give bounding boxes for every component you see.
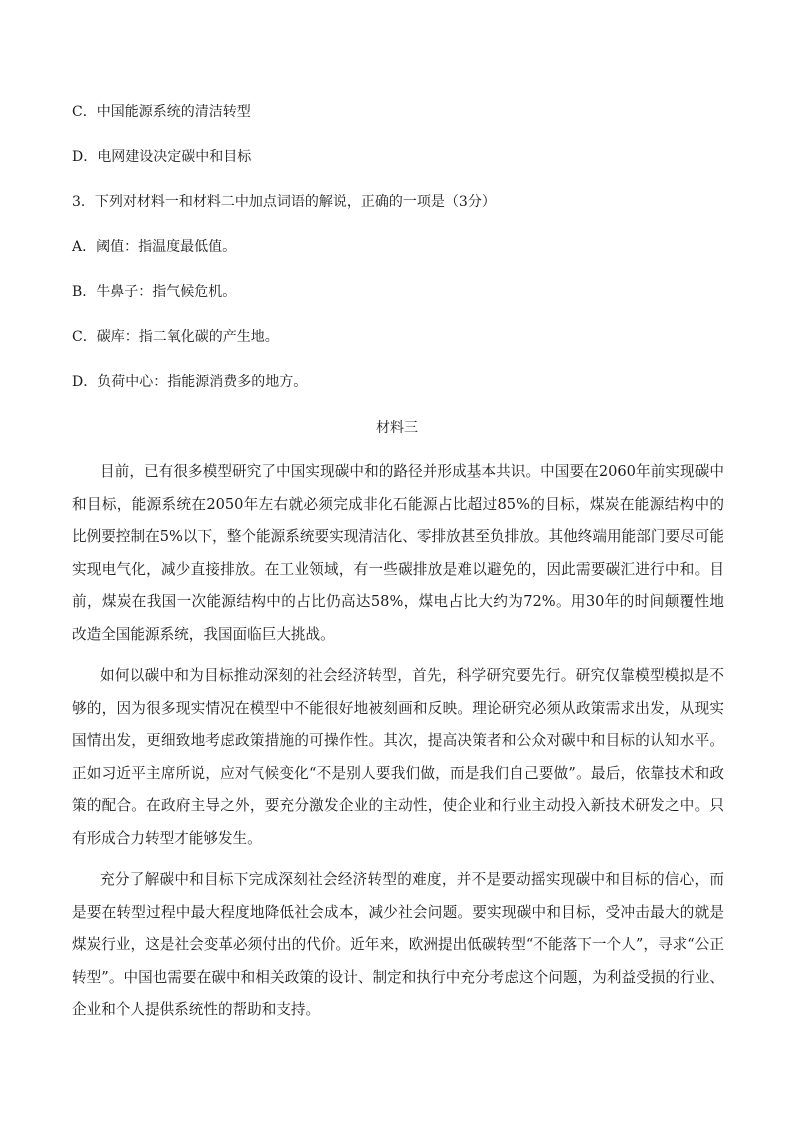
material3-paragraph-1: 目前，已有很多模型研究了中国实现碳中和的路径并形成基本共识。中国要在2060年前实现碳中和目标，能源系统在2050年左右就必须完成非化石能源占比超过85%的目标，煤炭在能源结构中的比例要控制在5%以下，整个能源系统要实现清洁化、零排放甚至负排放。其他终端用能部门要尽可能实现电气化，减少直接排放。在工业领域，有一些碳排放是难以避免的，因此需要碳汇进行中和。目前，煤炭在我国一次能源结构中的占比仍高达58%，煤电占比大约为72%。用30年的时间颠覆性地改造全国能源系统，我国面临巨大挑战。: [72, 463, 724, 643]
q2-option-d: D．电网建设决定碳中和目标: [72, 149, 252, 165]
material3-paragraph-3: 充分了解碳中和目标下完成深刻社会经济转型的难度，并不是要动摇实现碳中和目标的信心，而是要在转型过程中最大程度地降低社会成本，减少社会问题。要实现碳中和目标，受冲击最大的就是煤炭行业，这是社会变革必须付出的代价。近年来，欧洲提出低碳转型“不能落下一个人”，寻求“公正转型”。中国也需要在碳中和相关政策的设计、制定和执行中充分考虑这个问题，为利益受损的行业、企业和个人提供系统性的帮助和支持。: [72, 871, 724, 1018]
q3-stem: 3．下列对材料一和材料二中加点词语的解说，正确的一项是（3分）: [72, 194, 496, 210]
q3-option-d: D．负荷中心：指能源消费多的地方。: [72, 374, 308, 390]
q3-option-b: B．牛鼻子：指气候危机。: [72, 284, 237, 300]
q2-option-c: C．中国能源系统的清洁转型: [72, 104, 251, 120]
material3-paragraph-2: 如何以碳中和为目标推动深刻的社会经济转型，首先，科学研究要先行。研究仅靠模型模拟是不够的，因为很多现实情况在模型中不能很好地被刻画和反映。理论研究必须从政策需求出发，从现实国情出发，更细致地考虑政策措施的可操作性。其次，提高决策者和公众对碳中和目标的认知水平。正如习近平主席所说，应对气候变化“不是别人要我们做，而是我们自己要做”。最后，依靠技术和政策的配合。在政府主导之外，要充分激发企业的主动性，使企业和行业主动投入新技术研发之中。只有形成合力转型才能够发生。: [72, 667, 724, 847]
material3-title: 材料三: [376, 420, 418, 436]
q3-option-c: C．碳库：指二氧化碳的产生地。: [72, 329, 279, 345]
q3-option-a: A．阈值：指温度最低值。: [72, 239, 237, 255]
